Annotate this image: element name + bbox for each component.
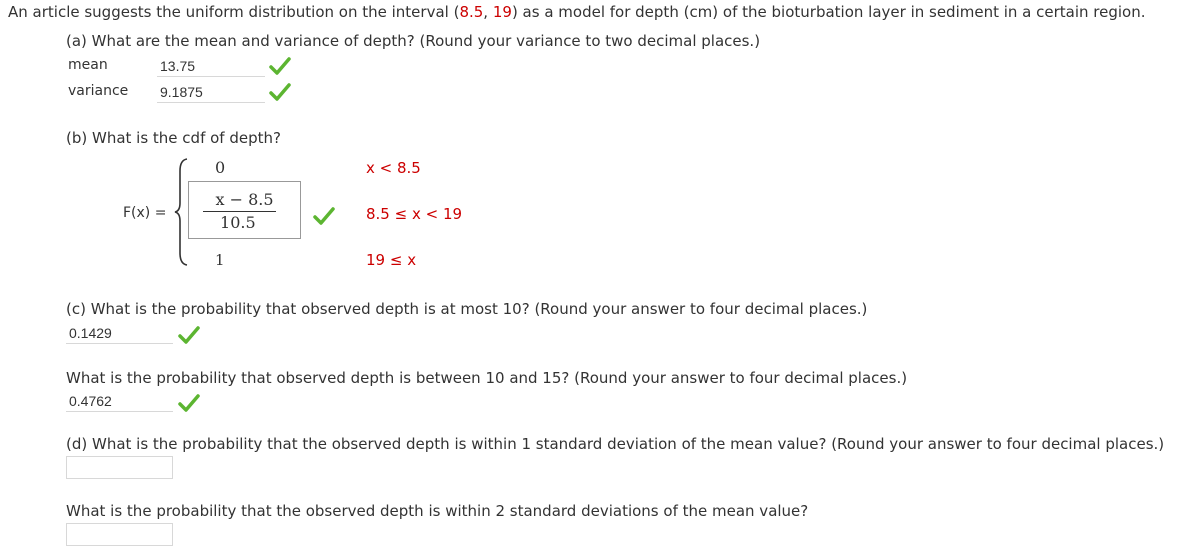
intro-text <box>8 3 1146 21</box>
part-d2-question: What is the probability that the observed depth is within 2 standard deviations of the mean value? <box>66 502 809 520</box>
cdf-row3-value: 1 <box>215 251 225 269</box>
row1-condition-text: x < 8.5 <box>366 159 421 177</box>
answer-d2-field[interactable] <box>66 523 173 546</box>
interval-start: 8.5 <box>459 3 484 21</box>
intro-pre: An article suggests the uniform distribution on the interval ( <box>8 3 460 21</box>
answer-d1-field[interactable] <box>66 456 173 479</box>
part-a-question: (a) What are the mean and variance of depth? (Round your variance to two decimal places.) <box>66 32 761 50</box>
variance-field[interactable]: 9.1875 <box>157 81 265 103</box>
cdf-row2-condition <box>366 205 462 223</box>
part-c-question: (c) What is the probability that observed depth is at most 10? (Round your answer to four decimal places.) <box>66 300 868 318</box>
part-b-question: (b) What is the cdf of depth? <box>66 129 281 147</box>
check-icon <box>269 57 291 75</box>
fx-label: F(x) = <box>123 205 167 221</box>
interval-end: 19 <box>492 3 512 21</box>
cdf-row3-condition <box>366 251 416 269</box>
variance-label: variance <box>68 83 129 99</box>
part-c2-question: What is the probability that observed depth is between 10 and 15? (Round your answer to four decimal places.) <box>66 369 908 387</box>
check-icon <box>178 394 200 412</box>
intro-comma: , <box>483 3 493 21</box>
row3-condition-text: 19 ≤ x <box>366 251 417 269</box>
row2-condition-text: 8.5 ≤ x < 19 <box>366 205 463 223</box>
fraction-numerator: x − 8.5 <box>215 190 274 209</box>
fraction-bar <box>203 211 276 212</box>
cdf-row1-value: 0 <box>215 158 226 177</box>
answer-c2-field[interactable]: 0.4762 <box>66 390 173 412</box>
fraction-denominator: 10.5 <box>220 213 256 232</box>
intro-post: ) as a model for depth (cm) of the bioturbation layer in sediment in a certain region. <box>511 3 1146 21</box>
check-icon <box>313 207 335 225</box>
mean-label: mean <box>68 57 108 73</box>
mean-field[interactable]: 13.75 <box>157 55 265 77</box>
check-icon <box>178 326 200 344</box>
answer-c1-field[interactable]: 0.1429 <box>66 322 173 344</box>
check-icon <box>269 83 291 101</box>
cdf-row1-condition <box>366 159 421 177</box>
cdf-expression-field[interactable] <box>188 181 301 239</box>
part-d-question: (d) What is the probability that the observed depth is within 1 standard deviation of the mean value? (Round your answer to four decimal places.) <box>66 435 1165 453</box>
